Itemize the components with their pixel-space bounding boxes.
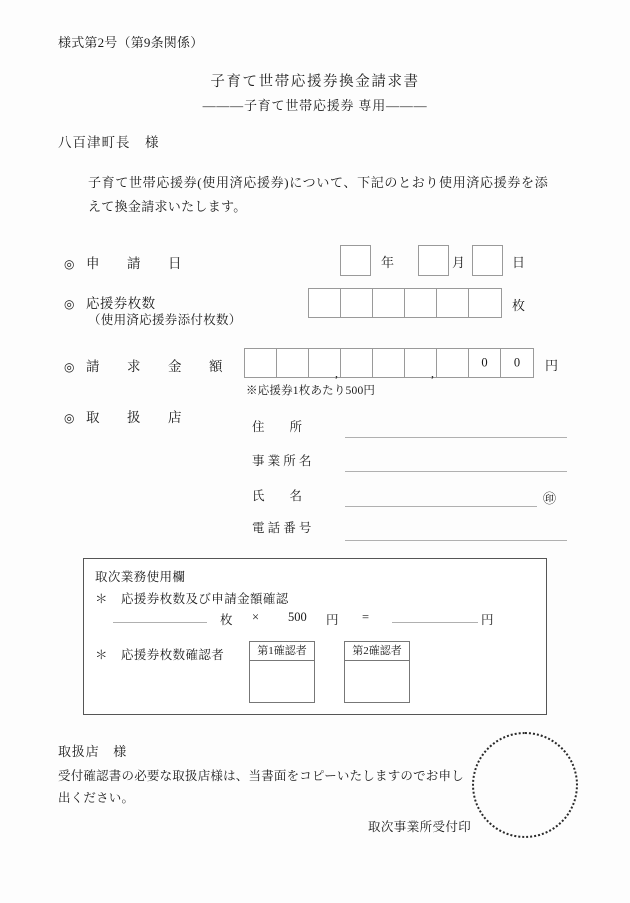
claim-amount-cell[interactable] xyxy=(277,349,309,377)
store-row-label xyxy=(64,406,189,426)
processing-unit-count: 枚 xyxy=(220,613,233,627)
store-label: 取 扱 店 xyxy=(86,410,189,425)
footer-seal-label: 取次事業所受付印 xyxy=(368,820,472,834)
asterisk-icon: ＊ xyxy=(95,592,108,606)
seal-icon: ㊞ xyxy=(543,491,557,506)
verifier-2-stamp-box[interactable] xyxy=(344,641,410,703)
ticket-count-cell[interactable] xyxy=(469,289,501,317)
processing-item2-label: ＊ 応援券枚数確認者 xyxy=(95,645,224,663)
verifier-1-stamp-box[interactable] xyxy=(249,641,315,703)
rate-note: ※応援券1枚あたり500円 xyxy=(246,385,376,397)
page-title: 子育て世帯応援券換金請求書 xyxy=(210,74,420,90)
application-date-month-input[interactable] xyxy=(418,245,449,276)
verifier-1-header: 第1確認者 xyxy=(250,642,314,661)
claim-amount-cell[interactable] xyxy=(437,349,469,377)
store-person-name-input[interactable] xyxy=(345,506,537,507)
claim-amount-label: 請 求 金 額 xyxy=(86,359,230,374)
store-business-name-input[interactable] xyxy=(345,471,567,472)
ticket-count-cell[interactable] xyxy=(373,289,405,317)
ticket-count-label: 応援券枚数 xyxy=(86,296,156,311)
unit-yen: 円 xyxy=(545,358,559,373)
page-subtitle: ———子育て世帯応援券 専用——— xyxy=(202,98,428,113)
ticket-count-row-label xyxy=(64,292,156,312)
processing-unit-total: 円 xyxy=(481,613,494,627)
form-number: 様式第2号（第9条関係） xyxy=(58,35,204,50)
ticket-count-grid[interactable] xyxy=(308,288,502,318)
claim-amount-cell[interactable] xyxy=(341,349,373,377)
processing-section-title: 取次業務使用欄 xyxy=(95,570,186,584)
body-text: 子育て世帯応援券(使用済応援券)について、下記のとおり使用済応援券を添えて換金請求いたします。 xyxy=(88,175,548,215)
ticket-count-sub-label: （使用済応援券添付枚数） xyxy=(88,313,242,327)
store-business-name-label: 事 業 所 名 xyxy=(252,454,312,468)
multiply-icon: × xyxy=(252,610,260,624)
marker-icon: ◎ xyxy=(64,297,75,311)
claim-amount-cell[interactable] xyxy=(373,349,405,377)
store-address-input[interactable] xyxy=(345,437,567,438)
claim-amount-cell[interactable] xyxy=(309,349,341,380)
unit-day: 日 xyxy=(512,255,526,270)
store-address-label: 住 所 xyxy=(252,420,303,434)
unit-year: 年 xyxy=(381,255,395,270)
processing-unit-yen: 円 xyxy=(326,613,339,627)
ticket-count-cell[interactable] xyxy=(309,289,341,317)
claim-amount-row-label xyxy=(64,355,230,375)
store-phone-label: 電 話 番 号 xyxy=(252,521,312,535)
store-phone-input[interactable] xyxy=(345,540,567,541)
asterisk-icon: ＊ xyxy=(95,648,108,662)
processing-count-input[interactable] xyxy=(113,622,207,623)
ticket-count-cell[interactable] xyxy=(405,289,437,317)
claim-amount-cell[interactable] xyxy=(405,349,437,380)
marker-icon: ◎ xyxy=(64,411,75,425)
processing-item1-label: ＊ 応援券枚数及び申請金額確認 xyxy=(95,589,289,607)
application-date-row-label xyxy=(64,252,189,272)
thousands-separator: , xyxy=(431,366,434,380)
claim-amount-cell[interactable]: 0 xyxy=(469,349,501,377)
marker-icon: ◎ xyxy=(64,257,75,271)
receipt-stamp-placeholder xyxy=(472,732,578,838)
unit-ticket-count: 枚 xyxy=(512,298,526,313)
application-date-year-input[interactable] xyxy=(340,245,371,276)
claim-amount-cell[interactable]: 0 xyxy=(513,355,521,370)
ticket-count-cell[interactable] xyxy=(437,289,469,317)
addressee: 八百津町長 様 xyxy=(58,135,160,150)
application-date-label: 申 請 日 xyxy=(86,256,189,271)
claim-amount-grid[interactable] xyxy=(244,348,534,378)
claim-amount-cell[interactable] xyxy=(245,349,277,377)
processing-rate: 500 xyxy=(288,610,307,624)
marker-icon: ◎ xyxy=(64,360,75,374)
ticket-count-cell[interactable] xyxy=(341,289,373,317)
footer-addressee: 取扱店 様 xyxy=(58,744,128,759)
store-person-name-label: 氏 名 xyxy=(252,489,303,503)
footer-note: 受付確認書の必要な取扱店様は、当書面をコピーいたしますのでお申し出ください。 xyxy=(58,769,464,805)
unit-month: 月 xyxy=(452,255,466,270)
processing-total-input[interactable] xyxy=(392,622,478,623)
thousands-separator: , xyxy=(335,366,338,380)
verifier-2-header: 第2確認者 xyxy=(345,642,409,661)
equals-icon: = xyxy=(362,610,370,624)
application-date-day-input[interactable] xyxy=(472,245,503,276)
